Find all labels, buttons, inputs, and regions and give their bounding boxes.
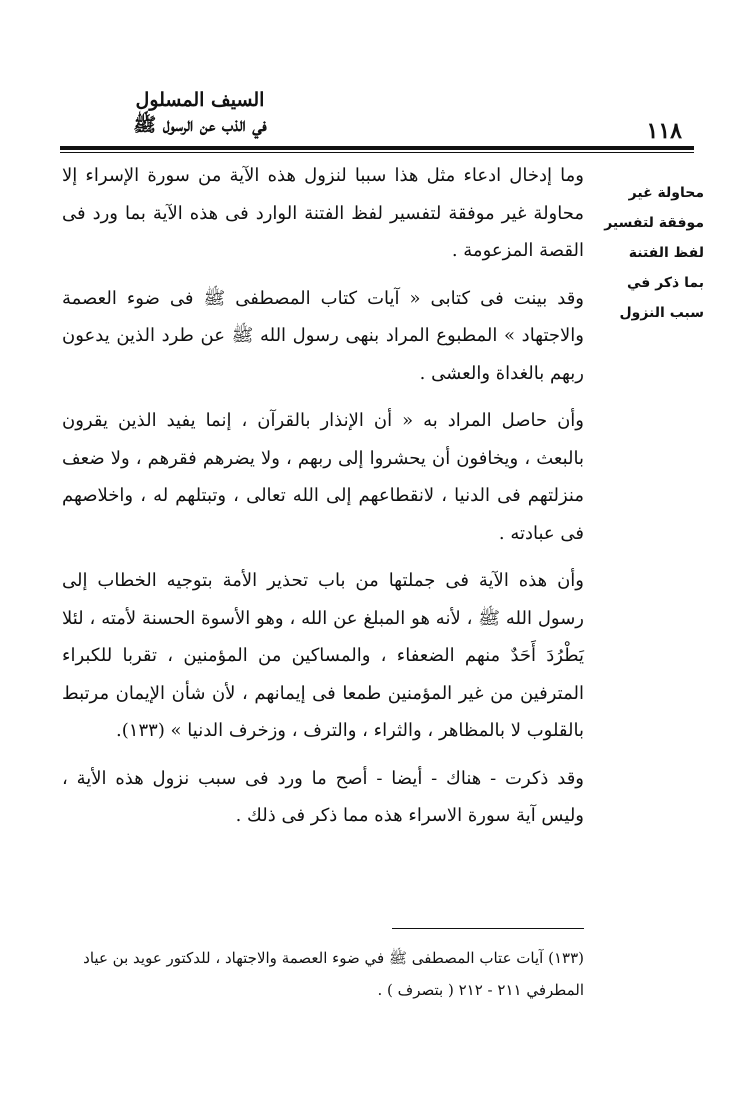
paragraph: وأن حاصل المراد به « أن الإنذار بالقرآن ، إنما يفيد الذين يقرون بالبعث ، ويخافون أن يحشروا إلى ربهم ، ولا يضرهم فقرهم ، ولا ضعف منزلتهم فى الدنيا ، لانقطاعهم إلى الله تعالى ، وتبتلهم له ، واخلاصهم فى عبادته .: [62, 410, 584, 544]
header-rule-thick: [60, 146, 694, 150]
footnote-separator: [392, 928, 584, 929]
running-title-line2: في الذب عن الرسول ﷺ: [133, 114, 267, 136]
header-rule-thin: [60, 152, 694, 153]
paragraph: وأن هذه الآية فى جملتها من باب تحذير الأمة بتوجيه الخطاب إلى رسول الله ﷺ ، لأنه هو المبلغ عن الله ، وهو الأسوة الحسنة لأمته ، لئلا يَطْرُدَ أَحَدٌ منهم الضعفاء ، والمساكين من المؤمنين ، تقربا للكبراء المترفين من غير المؤمنين طمعا فى إيمانهم ، لأن شأن الإيمان مرتبط بالقلوب لا بالمظاهر ، والثراء ، والترف ، وزخرف الدنيا » (١٣٣).: [62, 570, 584, 741]
body-text: [62, 157, 584, 835]
paragraph: وقد بينت فى كتابى « آيات كتاب المصطفى ﷺ فى ضوء العصمة والاجتهاد » المطبوع المراد بنهى رسول الله ﷺ عن طرد الذين يدعون ربهم بالغداة والعشى .: [62, 287, 584, 384]
page-header: [60, 88, 690, 146]
footnote-line: المطرفي ٢١١ - ٢١٢ ( بتصرف ) .: [377, 981, 584, 999]
margin-note: محاولة غير موفقة لتفسير لفظ الفتنة بما ذكر في سبب النزول: [604, 185, 704, 321]
running-title: [70, 88, 330, 138]
paragraph: وما إدخال ادعاء مثل هذا سببا لنزول هذه الآية من سورة الإسراء إلا محاولة غير موفقة لتفسير لفظ الفتنة الوارد فى هذه الآية بما ورد فى القصة المزعومة .: [62, 165, 584, 261]
paragraph: وقد ذكرت - هناك - أيضا - أصح ما ورد فى سبب نزول هذه الأية ، وليس آية سورة الاسراء هذه مما ذكر فى ذلك .: [62, 767, 584, 826]
footnote-line: (١٣٣) آيات عتاب المصطفى ﷺ في ضوء العصمة والاجتهاد ، للدكتور عويد بن عياد: [83, 949, 584, 967]
page-number: ١١٨: [646, 118, 682, 144]
footnotes: [62, 942, 584, 1006]
running-title-line1: السيف المسلول: [135, 89, 265, 111]
